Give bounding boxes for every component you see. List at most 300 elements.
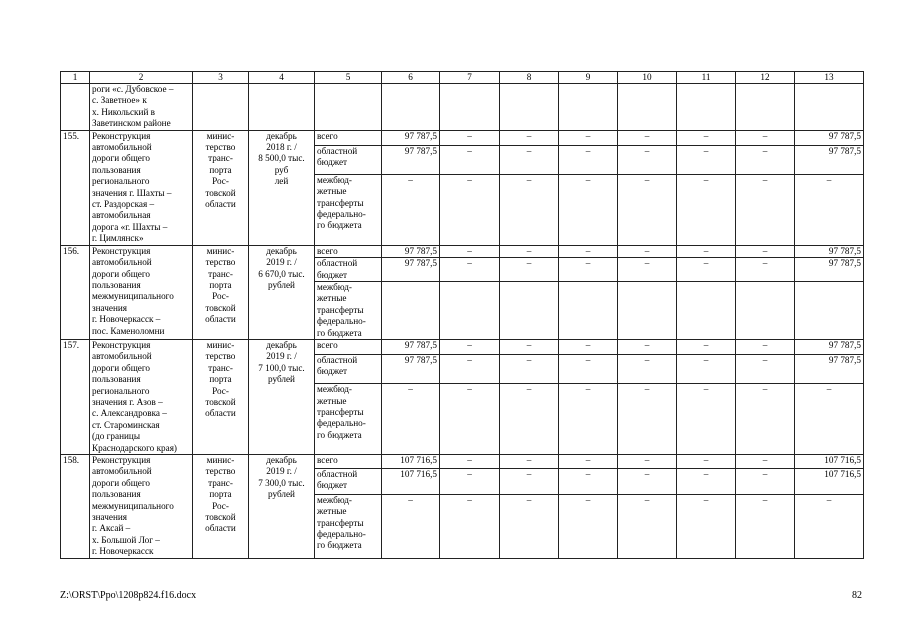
object-name — [90, 130, 193, 245]
amount-cell-line: – — [644, 384, 650, 395]
amount-cell-line: – — [585, 455, 591, 465]
funding-source-line: межбюд- — [317, 384, 352, 395]
object-name — [90, 455, 193, 559]
amount-cell-line: 97 787,5 — [828, 145, 861, 156]
amount-cell-line: – — [526, 145, 532, 156]
object-name-line: межмуниципального — [92, 500, 174, 511]
amount-cell-line: – — [703, 174, 709, 185]
amount-cell — [500, 258, 559, 282]
amount-cell — [559, 174, 618, 245]
responsible-org-line: товской — [205, 187, 236, 198]
amount-cell — [736, 258, 795, 282]
amount-cell-line: 97 787,5 — [828, 355, 861, 366]
amount-cell-line: – — [762, 355, 768, 366]
amount-cell — [736, 468, 795, 494]
row-number — [61, 130, 90, 245]
amount-cell-line: – — [585, 145, 591, 156]
amount-cell — [559, 355, 618, 384]
completion-date-cost — [249, 455, 315, 559]
amount-cell — [500, 355, 559, 384]
object-name-line: г. Аксай – — [92, 523, 131, 534]
amount-cell-line: – — [408, 174, 413, 185]
amount-cell — [440, 455, 500, 469]
object-name-line: дорога «г. Шахты – — [92, 221, 168, 232]
col-header: 5 — [315, 72, 382, 84]
amount-cell-line: – — [644, 174, 650, 185]
funding-source-line: областной — [317, 355, 358, 366]
amount-cell-line: – — [762, 145, 768, 156]
responsible-org-line: области — [205, 199, 236, 210]
funding-source — [315, 355, 382, 384]
amount-cell-line: – — [585, 384, 591, 395]
amount-cell — [440, 468, 500, 494]
object-name-line: значения — [92, 512, 128, 523]
funding-source-line: федерально- — [317, 316, 366, 327]
amount-cell — [795, 281, 864, 339]
responsible-org-line: транс- — [208, 153, 233, 164]
amount-cell-line: – — [762, 455, 768, 465]
amount-cell — [440, 355, 500, 384]
value-cell — [618, 84, 677, 131]
amount-cell-line: 97 787,5 — [828, 245, 861, 256]
amount-cell-line: 107 716,5 — [400, 468, 437, 479]
amount-cell-line: – — [703, 258, 709, 269]
object-name-line: Реконструкция — [92, 130, 151, 141]
amount-cell — [677, 258, 736, 282]
amount-cell-line: – — [703, 355, 709, 366]
amount-cell — [559, 455, 618, 469]
amount-cell — [559, 468, 618, 494]
col-header: 10 — [618, 72, 677, 84]
amount-cell — [500, 281, 559, 339]
amount-cell — [736, 130, 795, 145]
amount-cell-line: – — [526, 355, 532, 366]
amount-cell — [500, 494, 559, 558]
amount-cell-line: – — [467, 258, 472, 269]
amount-cell — [677, 384, 736, 455]
column-number-row — [61, 72, 864, 84]
value-cell — [677, 84, 736, 131]
col-header: 4 — [249, 72, 315, 84]
col-header: 12 — [736, 72, 795, 84]
funding-source-line: федерально- — [317, 529, 366, 540]
amount-cell — [500, 384, 559, 455]
amount-cell — [795, 455, 864, 469]
amount-cell — [795, 494, 864, 558]
amount-cell — [795, 245, 864, 257]
funding-source — [315, 258, 382, 282]
amount-cell-line: 97 787,5 — [404, 245, 437, 256]
completion-date-cost — [249, 130, 315, 245]
amount-cell-line: – — [703, 145, 709, 156]
amount-cell-line: – — [585, 258, 591, 269]
object-name-line: автомобильная — [92, 210, 151, 221]
amount-cell — [795, 258, 864, 282]
amount-cell-line: 97 787,5 — [404, 355, 437, 366]
funding-source-line: межбюд- — [317, 281, 352, 292]
amount-cell-line: 97 787,5 — [828, 258, 861, 269]
object-name-line: пользования — [92, 374, 141, 385]
amount-cell — [795, 339, 864, 354]
row-number — [61, 84, 90, 131]
completion-date-cost-line: декабрь — [266, 455, 297, 465]
value-cell — [559, 84, 618, 131]
completion-date-cost-line: рублей — [268, 279, 295, 290]
completion-date-cost-line: 7 300,0 тыс. — [258, 477, 305, 488]
amount-cell-line: – — [467, 339, 472, 350]
amount-cell-line: – — [585, 339, 591, 350]
funding-source-line: го бюджета — [317, 429, 362, 440]
amount-cell-line: – — [703, 130, 709, 141]
completion-date-cost-line: декабрь — [266, 339, 297, 350]
amount-cell — [382, 339, 440, 354]
amount-cell — [795, 145, 864, 174]
amount-cell-line: 107 716,5 — [824, 455, 861, 465]
responsible-org-line: Рос- — [212, 500, 229, 511]
amount-cell-line: – — [585, 494, 591, 505]
amount-cell — [382, 281, 440, 339]
amount-cell — [618, 145, 677, 174]
amount-cell-line: – — [644, 245, 650, 256]
responsible-org-line: порта — [209, 164, 232, 175]
funding-source-line: го бюджета — [317, 540, 362, 551]
amount-cell — [500, 245, 559, 257]
row-number-line: 157. — [63, 339, 80, 350]
amount-cell — [500, 339, 559, 354]
responsible-org-line: минис- — [206, 455, 235, 465]
object-name-line: дороги общего — [92, 362, 150, 373]
amount-cell — [795, 355, 864, 384]
funding-source — [315, 281, 382, 339]
amount-cell — [677, 145, 736, 174]
amount-cell-line: – — [762, 468, 768, 479]
amount-cell-line: – — [526, 258, 532, 269]
funding-source — [315, 130, 382, 145]
amount-cell — [559, 258, 618, 282]
table-row — [61, 245, 864, 257]
funding-source-line: го бюджета — [317, 220, 362, 231]
amount-cell — [559, 281, 618, 339]
amount-cell — [382, 258, 440, 282]
object-name-line: Реконструкция — [92, 245, 151, 256]
responsible-org-line: терство — [205, 466, 236, 477]
col-header: 7 — [440, 72, 500, 84]
amount-cell-line: – — [467, 174, 472, 185]
object-name-line: Краснодарского края) — [92, 442, 177, 453]
amount-cell — [618, 384, 677, 455]
object-name-line: регионального — [92, 176, 150, 187]
amount-cell — [618, 339, 677, 354]
value-cell — [736, 84, 795, 131]
responsible-org-line: минис- — [206, 339, 235, 350]
object-name-line: с. Александровка – — [92, 408, 167, 419]
completion-date-cost-line: лей — [274, 176, 289, 187]
funding-source-line: бюджет — [317, 366, 348, 377]
object-name-line: х. Большой Лог – — [92, 534, 160, 545]
amount-cell-line: – — [526, 468, 532, 479]
value-cell — [500, 84, 559, 131]
funding-source-line: межбюд- — [317, 174, 352, 185]
amount-cell — [382, 384, 440, 455]
responsible-org-line: области — [205, 314, 236, 325]
object-name-line: роги «с. Дубовское – — [92, 84, 174, 94]
amount-cell — [677, 174, 736, 245]
amount-cell — [677, 468, 736, 494]
amount-cell-line: 97 787,5 — [404, 258, 437, 269]
amount-cell — [440, 130, 500, 145]
amount-cell — [736, 281, 795, 339]
amount-cell — [440, 281, 500, 339]
funding-source-line: федерально- — [317, 418, 366, 429]
amount-cell-line: – — [703, 339, 709, 350]
amount-cell — [677, 494, 736, 558]
amount-cell-line: – — [703, 468, 709, 479]
object-name-line: дороги общего — [92, 477, 150, 488]
amount-cell-line: – — [467, 355, 472, 366]
table-row-continuation — [61, 84, 864, 131]
object-name-line: с. Заветное» к — [92, 95, 147, 106]
responsible-org-line: области — [205, 408, 236, 419]
amount-cell — [618, 355, 677, 384]
amount-cell — [559, 384, 618, 455]
amount-cell — [440, 174, 500, 245]
amount-cell — [440, 245, 500, 257]
responsible-org-line: транс- — [208, 362, 233, 373]
amount-cell — [559, 339, 618, 354]
object-name-line: (до границы — [92, 431, 140, 442]
amount-cell-line: – — [644, 455, 650, 465]
completion-date-cost-line: 6 670,0 тыс. — [258, 268, 305, 279]
funding-source-line: всего — [317, 339, 338, 350]
object-name — [90, 84, 193, 131]
table-row — [61, 455, 864, 469]
program-table — [60, 71, 864, 559]
funding-source-line: жетные — [317, 293, 347, 304]
amount-cell-line: – — [526, 245, 532, 256]
responsible-org-line: терство — [205, 351, 236, 362]
amount-cell — [440, 145, 500, 174]
amount-cell — [500, 145, 559, 174]
funding-source-line: федерально- — [317, 209, 366, 220]
col-header: 6 — [382, 72, 440, 84]
amount-cell — [736, 174, 795, 245]
object-name-line: Реконструкция — [92, 339, 151, 350]
amount-cell-line: – — [467, 245, 472, 256]
amount-cell — [677, 455, 736, 469]
row-number — [61, 339, 90, 454]
responsible-org-line: терство — [205, 142, 236, 153]
amount-cell — [618, 174, 677, 245]
amount-cell — [382, 145, 440, 174]
funding-source — [315, 494, 382, 558]
completion-date-cost-line: 2019 г. / — [266, 257, 297, 268]
amount-cell — [677, 281, 736, 339]
table-row — [61, 339, 864, 354]
object-name-line: значения г. Азов – — [92, 396, 163, 407]
table-row — [61, 130, 864, 145]
object-name-line: Заветинском районе — [92, 118, 171, 129]
object-name-line: г. Новочеркасск — [92, 546, 154, 557]
amount-cell-line: – — [408, 494, 413, 505]
funding-source-line: всего — [317, 245, 338, 256]
responsible-org — [193, 339, 249, 454]
amount-cell-line: – — [644, 145, 650, 156]
amount-cell-line: – — [644, 258, 650, 269]
object-name-line: ст. Раздорская – — [92, 199, 155, 210]
funding-source — [315, 145, 382, 174]
amount-cell — [618, 281, 677, 339]
completion-date-cost — [249, 245, 315, 339]
object-name-line: дороги общего — [92, 153, 150, 164]
funding-source-line: трансферты — [317, 197, 364, 208]
amount-cell-line: – — [826, 174, 832, 185]
completion-date-cost-line: 8 500,0 тыс. — [258, 153, 305, 164]
amount-cell-line: – — [467, 494, 472, 505]
amount-cell-line: – — [467, 468, 472, 479]
amount-cell-line: – — [703, 384, 709, 395]
responsible-org-line: порта — [209, 374, 232, 385]
responsible-org — [193, 455, 249, 559]
amount-cell-line: – — [644, 468, 650, 479]
amount-cell — [559, 145, 618, 174]
row-number — [61, 245, 90, 339]
responsible-org-line: товской — [205, 396, 236, 407]
amount-cell-line: 97 787,5 — [404, 130, 437, 141]
funding-source — [315, 174, 382, 245]
amount-cell-line: – — [467, 455, 472, 465]
amount-cell — [500, 455, 559, 469]
funding-source-line: трансферты — [317, 517, 364, 528]
responsible-org — [193, 130, 249, 245]
amount-cell — [500, 174, 559, 245]
amount-cell — [382, 455, 440, 469]
funding-source-line: бюджет — [317, 157, 348, 168]
amount-cell-line: – — [762, 339, 768, 350]
object-name-line: значения г. Шахты – — [92, 187, 172, 198]
amount-cell-line: – — [408, 384, 413, 395]
amount-cell — [736, 355, 795, 384]
amount-cell-line: 97 787,5 — [404, 145, 437, 156]
amount-cell-line: – — [644, 130, 650, 141]
amount-cell — [618, 258, 677, 282]
value-cell — [315, 84, 382, 131]
funding-source — [315, 339, 382, 354]
funding-source-line: трансферты — [317, 304, 364, 315]
amount-cell-line: – — [467, 145, 472, 156]
object-name-line: пос. Каменоломни — [92, 325, 165, 336]
object-name-line: автомобильной — [92, 142, 152, 153]
funding-source-line: жетные — [317, 395, 347, 406]
col-header: 9 — [559, 72, 618, 84]
responsible-org-line: транс- — [208, 268, 233, 279]
funding-source-line: жетные — [317, 186, 347, 197]
amount-cell — [795, 468, 864, 494]
object-name-line: автомобильной — [92, 466, 152, 477]
funding-source-line: всего — [317, 130, 338, 141]
funding-source-line: областной — [317, 145, 358, 156]
amount-cell-line: – — [762, 245, 768, 256]
amount-cell-line: – — [644, 494, 650, 505]
object-name-line: г. Цимлянск» — [92, 233, 144, 244]
amount-cell-line: – — [644, 339, 650, 350]
funding-source-line: бюджет — [317, 269, 348, 280]
amount-cell-line: – — [526, 494, 532, 505]
completion-date-cost-line: рублей — [268, 489, 295, 500]
amount-cell-line: – — [585, 130, 591, 141]
completion-date-cost — [249, 339, 315, 454]
amount-cell — [618, 245, 677, 257]
amount-cell — [736, 494, 795, 558]
amount-cell — [382, 245, 440, 257]
row-number-line: 155. — [63, 130, 80, 141]
object-name — [90, 339, 193, 454]
funding-source — [315, 384, 382, 455]
responsible-org-line: порта — [209, 279, 232, 290]
funding-source-line: областной — [317, 468, 358, 479]
amount-cell — [618, 468, 677, 494]
object-name-line: регионального — [92, 385, 150, 396]
amount-cell — [677, 130, 736, 145]
object-name-line: автомобильной — [92, 257, 152, 268]
amount-cell-line: – — [585, 468, 591, 479]
amount-cell — [500, 130, 559, 145]
table-body — [61, 72, 864, 559]
value-cell — [795, 84, 864, 131]
funding-source-line: бюджет — [317, 480, 348, 491]
responsible-org-line: области — [205, 523, 236, 534]
amount-cell-line: – — [762, 174, 768, 185]
col-header: 11 — [677, 72, 736, 84]
responsible-org-line: порта — [209, 489, 232, 500]
amount-cell-line: 107 716,5 — [824, 468, 861, 479]
funding-source-line: областной — [317, 258, 358, 269]
amount-cell — [559, 245, 618, 257]
object-name-line: Реконструкция — [92, 455, 151, 465]
object-name-line: пользования — [92, 164, 141, 175]
amount-cell — [382, 494, 440, 558]
funding-source-line: го бюджета — [317, 327, 362, 338]
responsible-org-line: терство — [205, 257, 236, 268]
amount-cell — [736, 145, 795, 174]
completion-date-cost-line: руб — [274, 164, 289, 175]
value-cell — [382, 84, 440, 131]
amount-cell — [736, 245, 795, 257]
col-header: 3 — [193, 72, 249, 84]
amount-cell-line: – — [762, 494, 768, 505]
value-cell — [193, 84, 249, 131]
object-name-line: межмуниципального — [92, 291, 174, 302]
amount-cell — [440, 384, 500, 455]
amount-cell — [559, 494, 618, 558]
amount-cell — [736, 455, 795, 469]
footer-file-path: Z:\ORST\Ppo\1208p824.f16.docx — [60, 590, 197, 601]
value-cell — [249, 84, 315, 131]
object-name — [90, 245, 193, 339]
col-header: 13 — [795, 72, 864, 84]
completion-date-cost-line: 2018 г. / — [266, 142, 297, 153]
amount-cell — [382, 355, 440, 384]
amount-cell — [795, 130, 864, 145]
completion-date-cost-line: 2019 г. / — [266, 466, 297, 477]
amount-cell — [795, 384, 864, 455]
funding-source-line: межбюд- — [317, 494, 352, 505]
amount-cell — [440, 494, 500, 558]
amount-cell — [618, 130, 677, 145]
funding-source-line: жетные — [317, 506, 347, 517]
amount-cell — [440, 258, 500, 282]
completion-date-cost-line: 7 100,0 тыс. — [258, 362, 305, 373]
amount-cell-line: – — [826, 384, 832, 395]
